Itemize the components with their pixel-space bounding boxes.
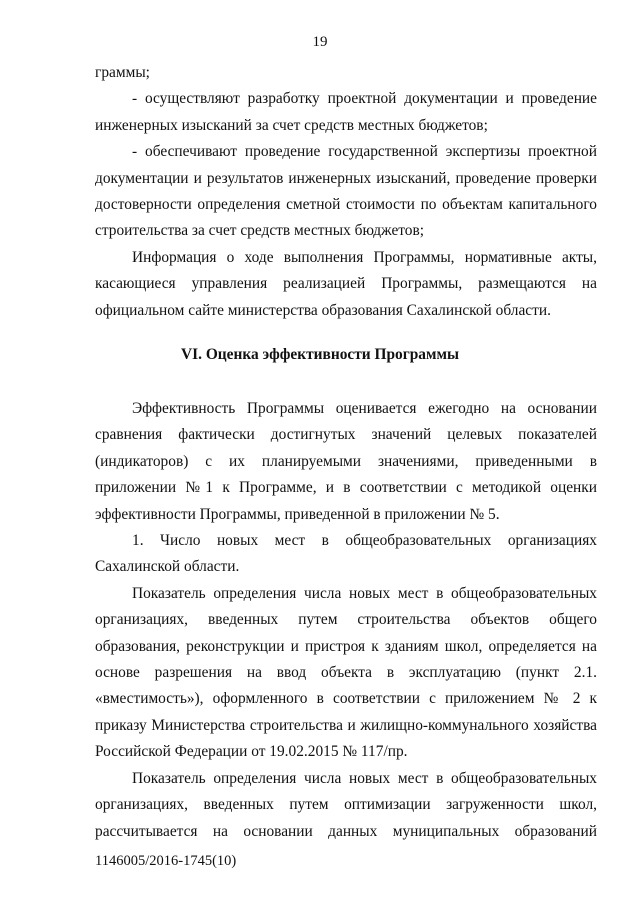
section-heading: VI. Оценка эффективности Программы [181, 346, 459, 363]
document-code: 1146005/2016-1745(10) [95, 853, 237, 869]
paragraph: Показатель определения числа новых мест в общеобразовательных организациях, введенных путем строительства объектов общего образования, реконструкции и пристроя к зданиям школ, определяется на основе разрешения на ввод объекта в эксплуатацию (пункт 2.1. «вместимость»), оформленного в соответствии с приложением № 2 к приказу Министерства строительства и жилищно-коммунального хозяйства Российской Федерации от 19.02.2015 № 117/пр. [95, 584, 597, 761]
paragraph: Эффективность Программы оценивается ежегодно на основании сравнения фактически достигнутых значений целевых показателей (индикаторов) с их планируемыми значениями, приведенными в приложении №1 к Программе, и в соответствии с методикой оценки эффективности Программы, приведенной в приложении № 5. [95, 400, 597, 523]
page-number: 19 [312, 34, 328, 50]
paragraph: - осуществляют разработку проектной документации и проведение инженерных изысканий за счет средств местных бюджетов; [95, 90, 597, 134]
body-text-top [95, 60, 597, 324]
paragraph: - обеспечивают проведение государственной экспертизы проектной документации и результатов инженерных изысканий, проведение проверки достоверности определения сметной стоимости по объектам капитального строительства за счет средств местных бюджетов; [95, 143, 597, 240]
paragraph: Информация о ходе выполнения Программы, нормативные акты, касающиеся управления реализацией Программы, размещаются на официальном сайте министерства образования Сахалинской области. [95, 248, 597, 319]
body-text-bottom [95, 396, 597, 845]
paragraph: граммы; [95, 64, 150, 81]
paragraph: 1. Число новых мест в общеобразовательных организациях Сахалинской области. [95, 532, 597, 576]
paragraph: Показатель определения числа новых мест в общеобразовательных организациях, введенных путем оптимизации загруженности школ, рассчитывается на основании данных муниципальных образований [95, 769, 597, 840]
